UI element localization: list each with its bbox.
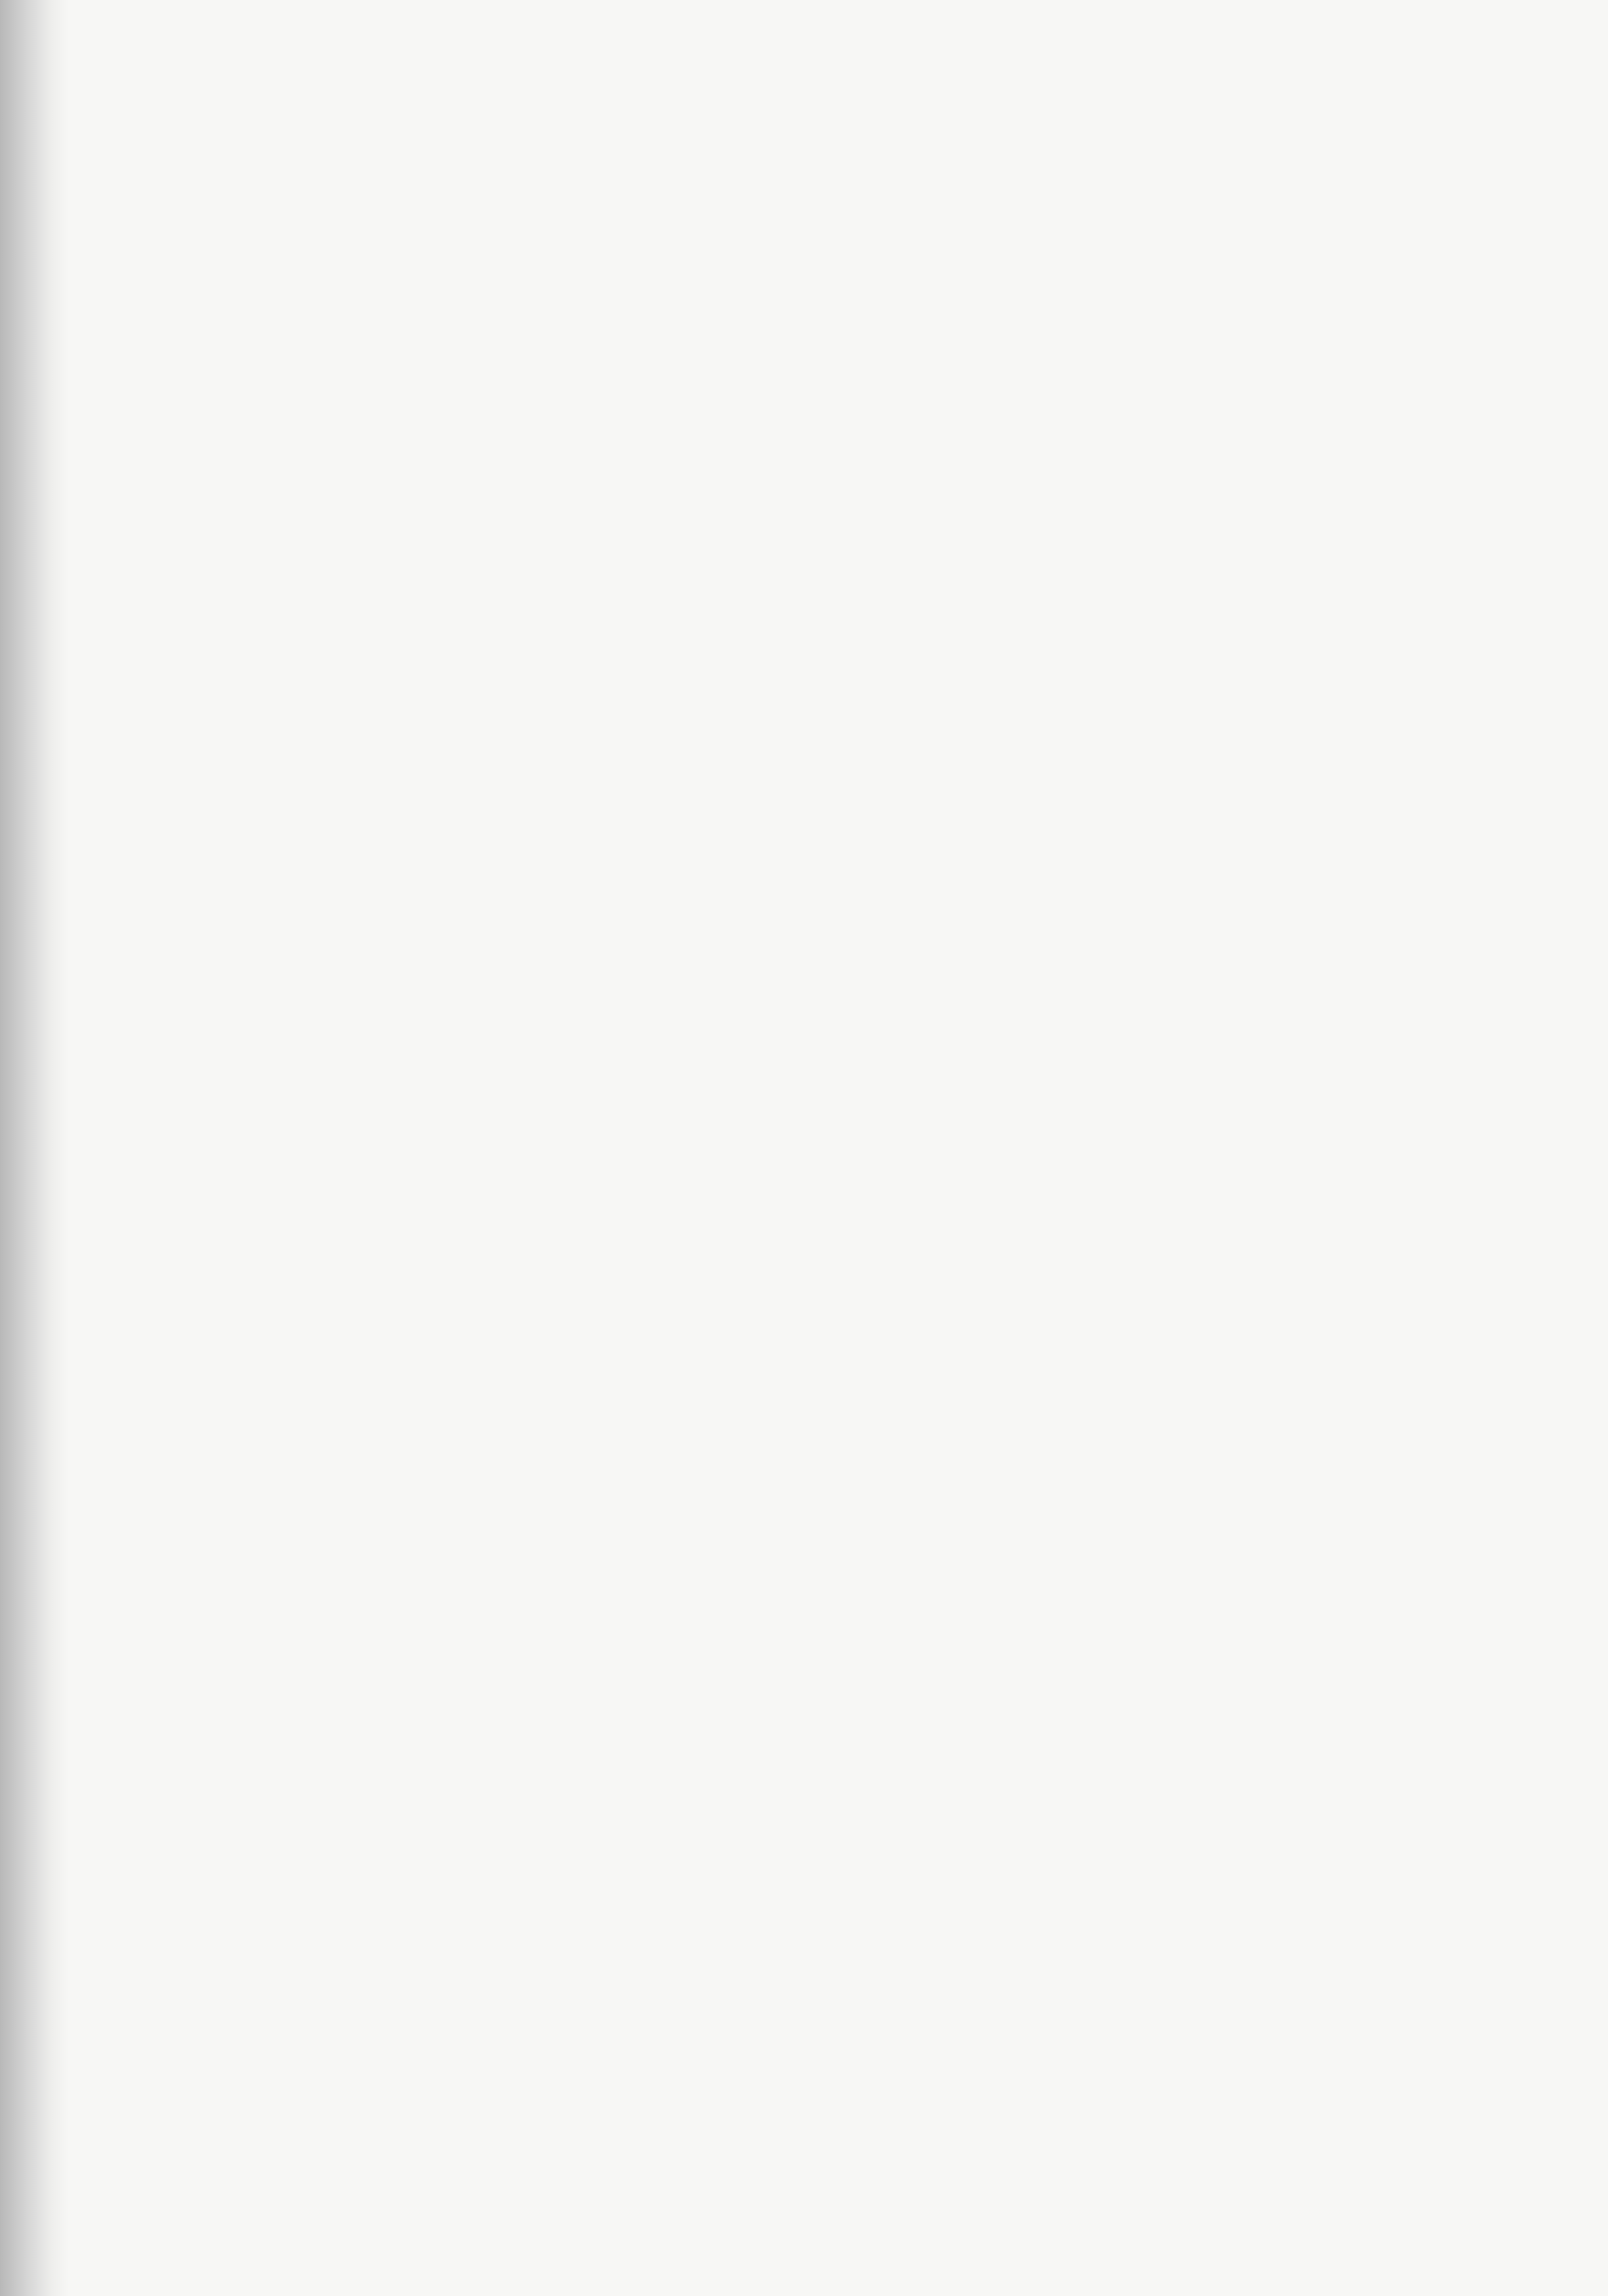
page-content-lower <box>111 570 1493 723</box>
entry-lymantria-dispar <box>111 77 1493 114</box>
book-spine-shadow <box>0 0 69 2296</box>
species-text <box>111 78 148 112</box>
page-content <box>111 77 1493 114</box>
